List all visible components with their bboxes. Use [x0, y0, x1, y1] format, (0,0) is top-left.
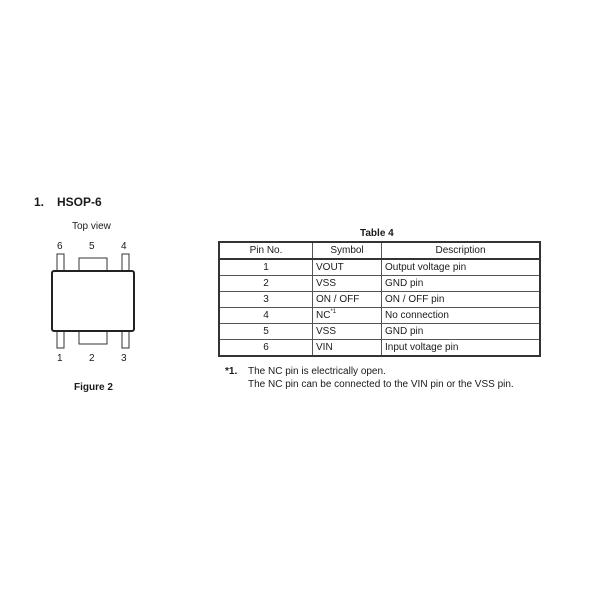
- table-row: [219, 340, 540, 357]
- cell-symbol-with-footnote: [313, 308, 382, 324]
- footnote-mark: *1.: [225, 366, 238, 377]
- cell-pin: 1: [219, 259, 313, 276]
- pin-number-4: 4: [121, 241, 127, 252]
- cell-description: No connection: [382, 308, 541, 324]
- cell-description: GND pin: [382, 324, 541, 340]
- top-view-label: Top view: [72, 221, 111, 232]
- lead-pin-1: [57, 331, 64, 348]
- pin-number-3: 3: [121, 353, 127, 364]
- section-number: 1.: [34, 195, 45, 209]
- cell-pin: 2: [219, 276, 313, 292]
- section-title: HSOP-6: [57, 195, 102, 209]
- table-header-row: [219, 242, 540, 259]
- footnote-reference: *1: [330, 309, 337, 315]
- cell-description: Output voltage pin: [382, 259, 541, 276]
- table-row: [219, 292, 540, 308]
- footnote-line-2: The NC pin can be connected to the VIN pin or the VSS pin.: [248, 379, 514, 390]
- figure-caption: Figure 2: [74, 382, 113, 393]
- package-body: [52, 271, 134, 331]
- lead-pin-2: [79, 331, 107, 344]
- cell-symbol: VSS: [313, 276, 382, 292]
- cell-description: Input voltage pin: [382, 340, 541, 357]
- footnote-line-1: The NC pin is electrically open.: [248, 366, 386, 377]
- cell-pin: 5: [219, 324, 313, 340]
- cell-pin: 4: [219, 308, 313, 324]
- table-caption: Table 4: [360, 228, 394, 239]
- pin-table: [218, 241, 541, 357]
- cell-symbol: VSS: [313, 324, 382, 340]
- cell-pin: 6: [219, 340, 313, 357]
- lead-pin-3: [122, 331, 129, 348]
- lead-pin-4: [122, 254, 129, 271]
- lead-pin-6: [57, 254, 64, 271]
- pin-number-5: 5: [89, 241, 95, 252]
- table-row: [219, 308, 540, 324]
- pin-number-2: 2: [89, 353, 95, 364]
- cell-pin: 3: [219, 292, 313, 308]
- header-pin-no: Pin No.: [219, 242, 313, 259]
- header-description: Description: [382, 242, 541, 259]
- cell-symbol: ON / OFF: [313, 292, 382, 308]
- cell-symbol: VIN: [313, 340, 382, 357]
- cell-description: GND pin: [382, 276, 541, 292]
- symbol-text: NC: [316, 310, 331, 321]
- header-symbol: Symbol: [313, 242, 382, 259]
- hsop6-package-drawing: [44, 246, 144, 356]
- cell-symbol: VOUT: [313, 259, 382, 276]
- pin-number-6: 6: [57, 241, 63, 252]
- lead-pin-5: [79, 258, 107, 271]
- table-row: [219, 324, 540, 340]
- table-row: [219, 259, 540, 276]
- cell-description: ON / OFF pin: [382, 292, 541, 308]
- table-row: [219, 276, 540, 292]
- pin-number-1: 1: [57, 353, 63, 364]
